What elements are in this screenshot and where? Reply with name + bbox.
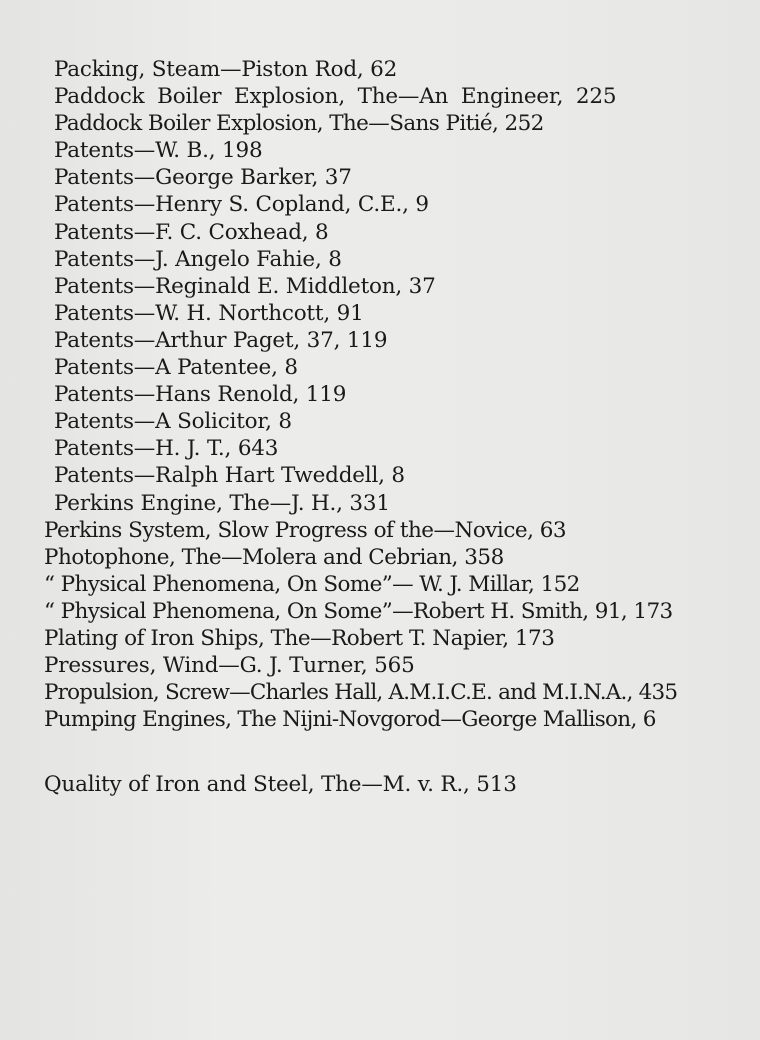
index-entry: Patents—Ralph Hart Tweddell, 8 — [54, 463, 405, 489]
index-entry: Propulsion, Screw—Charles Hall, A.M.I.C.E. and M.I.N.A., 435 — [44, 680, 678, 706]
index-entry: “ Physical Phenomena, On Some”—Robert H. Smith, 91, 173 — [44, 598, 673, 624]
index-entry: Quality of Iron and Steel, The—M. v. R., 513 — [44, 772, 517, 798]
index-entry: Pressures, Wind—G. J. Turner, 565 — [44, 653, 415, 679]
index-entry: Plating of Iron Ships, The—Robert T. Napier, 173 — [44, 625, 555, 651]
index-entry: Patents—W. H. Northcott, 91 — [54, 300, 364, 326]
index-entry: Patents—H. J. T., 643 — [54, 436, 279, 462]
index-entry: “ Physical Phenomena, On Some”— W. J. Millar, 152 — [44, 571, 580, 597]
index-entry: Perkins System, Slow Progress of the—Novice, 63 — [44, 517, 567, 543]
index-entry: Photophone, The—Molera and Cebrian, 358 — [44, 544, 504, 570]
section-gap — [44, 733, 744, 771]
index-entry: Perkins Engine, The—J. H., 331 — [54, 490, 390, 516]
index-entry: Patents—Henry S. Copland, C.E., 9 — [54, 192, 429, 218]
index-entry: Paddock Boiler Explosion, The—Sans Pitié, 252 — [54, 111, 544, 137]
index-entry: Patents—A Solicitor, 8 — [54, 409, 292, 435]
index-entry: Packing, Steam—Piston Rod, 62 — [54, 57, 398, 82]
index-entry: Patents—Reginald E. Middleton, 37 — [54, 273, 436, 299]
index-entry: Patents—Hans Renold, 119 — [54, 382, 347, 408]
index-entry: Pumping Engines, The Nijni-Novgorod—George Mallison, 6 — [44, 707, 656, 733]
index-entry: Patents—George Barker, 37 — [54, 165, 352, 191]
index-entry: Patents—W. B., 198 — [54, 138, 263, 164]
index-entry: Patents—A Patentee, 8 — [54, 355, 298, 381]
index-entry: Paddock Boiler Explosion, The—An Engineer, 225 — [54, 84, 617, 110]
index-list — [44, 56, 744, 798]
index-entry: Patents—Arthur Paget, 37, 119 — [54, 327, 388, 353]
index-entry: Patents—J. Angelo Fahie, 8 — [54, 246, 342, 272]
index-entry: Patents—F. C. Coxhead, 8 — [54, 219, 329, 245]
